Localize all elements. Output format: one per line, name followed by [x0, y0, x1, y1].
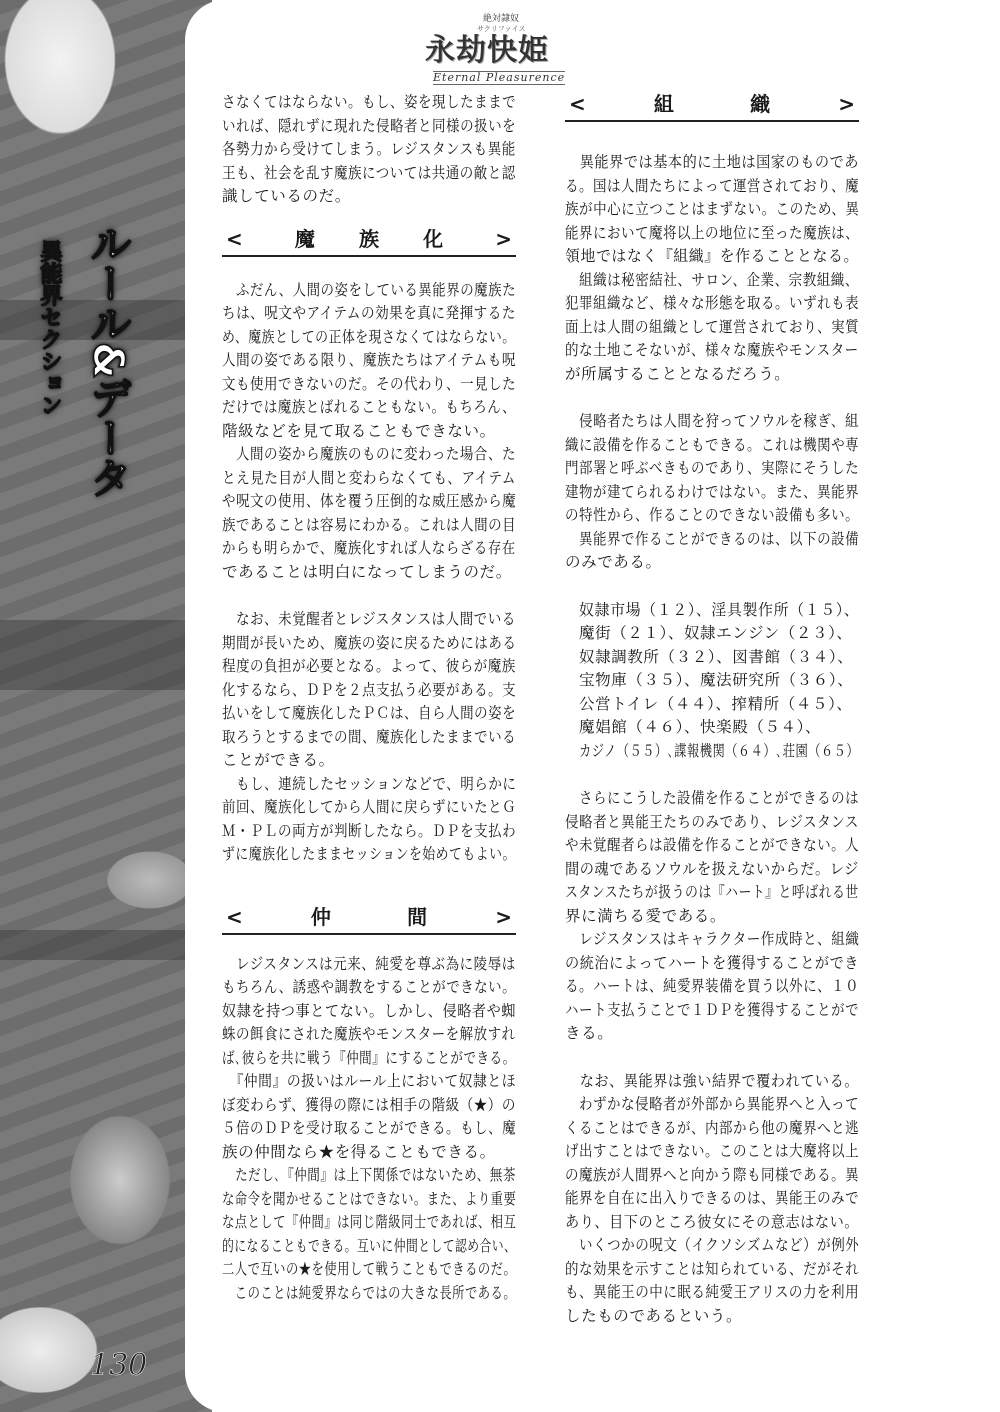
text-line: 侵略者と異能王たちのみであり、レジスタンス [565, 812, 859, 831]
text-line: 奴隷調教所（３２）、図書館（３４）、 [579, 647, 854, 666]
text-line: 能界において魔将以上の地位に至った魔族は、 [565, 223, 860, 242]
text-line: な点として『仲間』は同じ階級同士であれば、相互 [222, 1213, 517, 1231]
text-line: の特性から、作ることのできない設備も多い。 [565, 506, 860, 524]
section-subtitle: 異能界セクション [37, 240, 62, 416]
heading-title [243, 228, 495, 252]
text-line: 能界を自在に出入りできるのは、異能王のみで [565, 1189, 860, 1207]
text-line: 建物が建てられるわけではない。また、異能界 [565, 482, 860, 501]
heading-title-char: 化 [423, 226, 444, 251]
text-line: このことは純愛界ならではの大きな長所である。 [222, 1283, 517, 1302]
text-line: 族が中心に立つことはまずない。このため、異 [565, 200, 860, 218]
text-line: 間の魂であるソウルを扱えないからだ。レジ [565, 859, 859, 878]
text-line: 人間の姿から魔族のものに変わった場合、た [222, 445, 516, 463]
text-line: もちろん、誘惑や調教をすることができない。 [222, 978, 517, 996]
text-line: 程度の負担が必要となる。よって、彼らが魔族 [222, 657, 516, 675]
heading-open-bracket: < [226, 904, 243, 929]
text-line: ハート支払うことで１ＤＰを獲得することがで [565, 1000, 860, 1019]
text-line: ただし､『仲間』は上下関係ではないため、無茶 [222, 1166, 516, 1184]
paragraph [565, 151, 859, 269]
logo-main-text: 永劫快姫 [425, 33, 549, 68]
text-line: 魔娼館（４６）、快楽殿（５４）、 [579, 718, 822, 736]
heading-open-bracket: < [226, 226, 243, 251]
paragraph [565, 1234, 859, 1328]
text-column-left [222, 91, 516, 1305]
page-number: 130 [90, 1348, 148, 1383]
heading-open-bracket: < [569, 92, 586, 117]
logo-english-text: Eternal Pleasurence [433, 71, 566, 84]
logo-ruby-text: サクリファイス [477, 25, 526, 33]
text-line: スタンスたちが扱うのは『ハート』と呼ばれる世 [565, 883, 859, 901]
section-heading-nakama [222, 903, 516, 935]
text-line: 払いをして魔族化したＰＣは、自ら人間の姿を [222, 704, 517, 722]
text-line: 前回、魔族化してから人間に戻らずにいたとＧ [222, 798, 517, 816]
text-line: 界に満ちる愛である。 [565, 906, 727, 925]
text-line: とえ見た目が人間と変わらなくても、アイテム [222, 468, 516, 487]
section-title: ルール&データ [84, 222, 133, 497]
paragraph [222, 1070, 516, 1164]
text-column-right [565, 90, 859, 1328]
text-line: 奴隷を持つ事とてない。しかし、侵略者や蜘 [222, 1001, 517, 1020]
text-line: いれば、隠れずに現れた侵略者と同様の扱いを [222, 116, 517, 135]
text-line: きる。 [565, 1024, 614, 1042]
text-line: したものであるという。 [565, 1306, 743, 1325]
text-line: あり、目下のところ彼女にその意志はない。 [565, 1212, 860, 1231]
text-line: 的になることもできる。互いに仲間として認め合い、 [222, 1236, 517, 1255]
text-line: 王も、社会を乱す魔族については共通の敵と認 [222, 163, 516, 182]
text-line: Ｍ・ＰＬの両方が判断したなら。ＤＰを支払わ [222, 821, 517, 840]
text-line: 的な土地こそないが、様々な魔族やモンスター [565, 341, 859, 359]
text-line: 取ろうとするまでの間、魔族化したままでいる [222, 727, 517, 746]
section-heading-soshiki [565, 90, 859, 122]
paragraph [222, 1282, 516, 1306]
text-line: レジスタンスは元来、純愛を尊ぶ為に陵辱は [222, 954, 516, 973]
text-line: なお、異能界は強い結界で覆われている。 [565, 1071, 860, 1090]
text-line: ば､彼らを共に戦う『仲間』にすることができる。 [222, 1048, 516, 1067]
heading-title-char: 魔 [294, 226, 315, 251]
text-line: 階級などを見て取ることもできない。 [222, 421, 496, 440]
text-line: 奴隷市場（１２）、淫具製作所（１５）、 [579, 600, 860, 619]
text-line: 宝物庫（３５）、魔法研究所（３６）、 [579, 671, 854, 689]
paragraph [565, 528, 859, 575]
heading-title [586, 93, 838, 117]
text-line: ずに魔族化したままセッションを始めてもよい。 [222, 845, 516, 863]
text-line: 期間が長いため、魔族の姿に戻るためにはある [222, 633, 517, 652]
text-line: 蛛の餌食にされた魔族やモンスターを解放すれ [222, 1025, 516, 1043]
text-line: のみである。 [565, 553, 662, 571]
text-line: 異能界では基本的に土地は国家のものであ [565, 153, 860, 171]
text-line: 人間の姿である限り、魔族たちはアイテムも呪 [222, 351, 516, 369]
text-line: 魔街（２１）、奴隷エンジン（２３）、 [579, 624, 853, 642]
text-line: ふだん、人間の姿をしている異能界の魔族た [222, 280, 517, 299]
text-line: 面上は人間の組織として運営されており、実質 [565, 317, 860, 336]
text-line: ちは、呪文やアイテムの効果を真に発揮するた [222, 304, 516, 322]
paragraph [222, 1164, 516, 1282]
text-line: 識しているのだ。 [222, 187, 351, 205]
heading-title-char: 織 [750, 92, 771, 117]
paragraph [222, 91, 516, 209]
text-line: 公営トイレ（４４）、搾精所（４５）、 [579, 694, 853, 713]
paragraph [565, 787, 859, 928]
text-line: さなくてはならない。もし、姿を現したままで [222, 93, 517, 111]
text-line: ぼ変わらず、獲得の際には相手の階級（★）の [222, 1095, 516, 1114]
text-line: め、魔族としての正体を現さなくてはならない。 [222, 327, 516, 346]
text-line: 異能界で作ることができるのは、以下の設備 [565, 529, 860, 548]
text-line: 『仲間』の扱いはルール上において奴隷とほ [222, 1072, 517, 1090]
text-line: る。ハートは、純愛界装備を買う以外に、１０ [565, 977, 860, 995]
text-line: カジノ（５５）､諜報機関（６４）､荘園（６５） [579, 741, 860, 760]
heading-title [243, 906, 495, 930]
text-line: 族であることは容易にわかる。これは人間の目 [222, 515, 517, 534]
paragraph [222, 279, 516, 444]
text-line: や呪文の使用、体を覆う圧倒的な威圧感から魔 [222, 492, 517, 510]
text-line: だけでは魔族とばれることもない。もちろん、 [222, 398, 517, 416]
paragraph [222, 608, 516, 773]
game-logo [415, 14, 590, 94]
illustration-edge [185, 0, 212, 1412]
paragraph [565, 269, 859, 387]
text-line: 門部署と呼ぶべきものであり、実際にそうした [565, 459, 860, 477]
sidebar-illustration [0, 0, 212, 1412]
text-line: 化するなら、ＤＰを２点支払う必要がある。支 [222, 680, 517, 699]
text-line: げ出すことはできない。このことは大魔将以上 [565, 1142, 860, 1160]
text-line: からも明らかで、魔族化すれば人ならざる存在 [222, 539, 516, 557]
text-line: さらにこうした設備を作ることができるのは [565, 789, 860, 807]
text-line: わずかな侵略者が外部から異能界へと入って [565, 1095, 860, 1113]
heading-title-char: 間 [407, 904, 428, 929]
paragraph [222, 773, 516, 867]
heading-title-char: 組 [653, 92, 674, 117]
paragraph [565, 1093, 859, 1234]
text-line: 織に設備を作ることもできる。これは機関や専 [565, 435, 860, 454]
text-line: 文も使用できないのだ。その代わり、一見した [222, 374, 517, 393]
text-line: 侵略者たちは人間を狩ってソウルを稼ぎ、組 [565, 412, 860, 430]
text-line: レジスタンスはキャラクター作成時と、組織 [565, 930, 860, 948]
text-line: な命令を聞かせることはできない。また、より重要 [222, 1189, 517, 1208]
text-line: の統治によってハートを獲得することができ [565, 953, 860, 972]
text-line: ことができる。 [222, 751, 335, 769]
paragraph [565, 928, 859, 1046]
text-line: であることは明白になってしまうのだ。 [222, 562, 512, 581]
text-line: 組織は秘密結社、サロン、企業、宗教組織、 [565, 270, 859, 289]
text-line: も、異能王の中に眠る純愛王アリスの力を利用 [565, 1283, 860, 1301]
text-line: 族の仲間なら★を得ることもできる。 [222, 1142, 496, 1161]
text-line: いくつかの呪文（イクソシズムなど）が例外 [565, 1236, 860, 1254]
text-line: 二人で互いの★を使用して戦うこともできるのだ。 [222, 1260, 517, 1278]
text-line: なお、未覚醒者とレジスタンスは人間でいる [222, 610, 516, 628]
paragraph [222, 443, 516, 584]
text-line: 領地ではなく『組織』を作ることとなる。 [565, 247, 859, 265]
facility-list [565, 599, 859, 764]
section-heading-mazokuka [222, 225, 516, 257]
paragraph [222, 953, 516, 1071]
text-line: 的な効果を示すことは知られている、だがそれ [565, 1259, 860, 1278]
text-line: の魔族が人間界へと向かう際も同様である。異 [565, 1165, 860, 1184]
heading-title-char: 仲 [310, 904, 331, 929]
text-line: が所属することとなるだろう。 [565, 364, 791, 383]
text-line: ５倍のＤＰを受け取ることができる。もし、魔 [222, 1119, 517, 1137]
paragraph [565, 410, 859, 528]
text-line: 各勢力から受けてしまう。レジスタンスも異能 [222, 140, 516, 158]
heading-close-bracket: > [838, 92, 855, 117]
heading-close-bracket: > [495, 904, 512, 929]
text-line: る。国は人間たちによって運営されており、魔 [565, 176, 860, 195]
illustration-detail [0, 620, 212, 690]
paragraph [565, 1070, 859, 1094]
text-line: 犯罪組織など、様々な形態を取る。いずれも表 [565, 294, 860, 312]
logo-top-text: 絶対隷奴 [483, 14, 520, 24]
illustration-detail [0, 930, 212, 960]
heading-close-bracket: > [495, 226, 512, 251]
text-line: くることはできるが、内部から他の魔界へと逃 [565, 1118, 860, 1137]
text-line: もし、連続したセッションなどで、明らかに [222, 774, 517, 793]
heading-title-char: 族 [359, 226, 379, 251]
text-line: や未覚醒者らは設備を作ることができない。人 [565, 836, 860, 854]
